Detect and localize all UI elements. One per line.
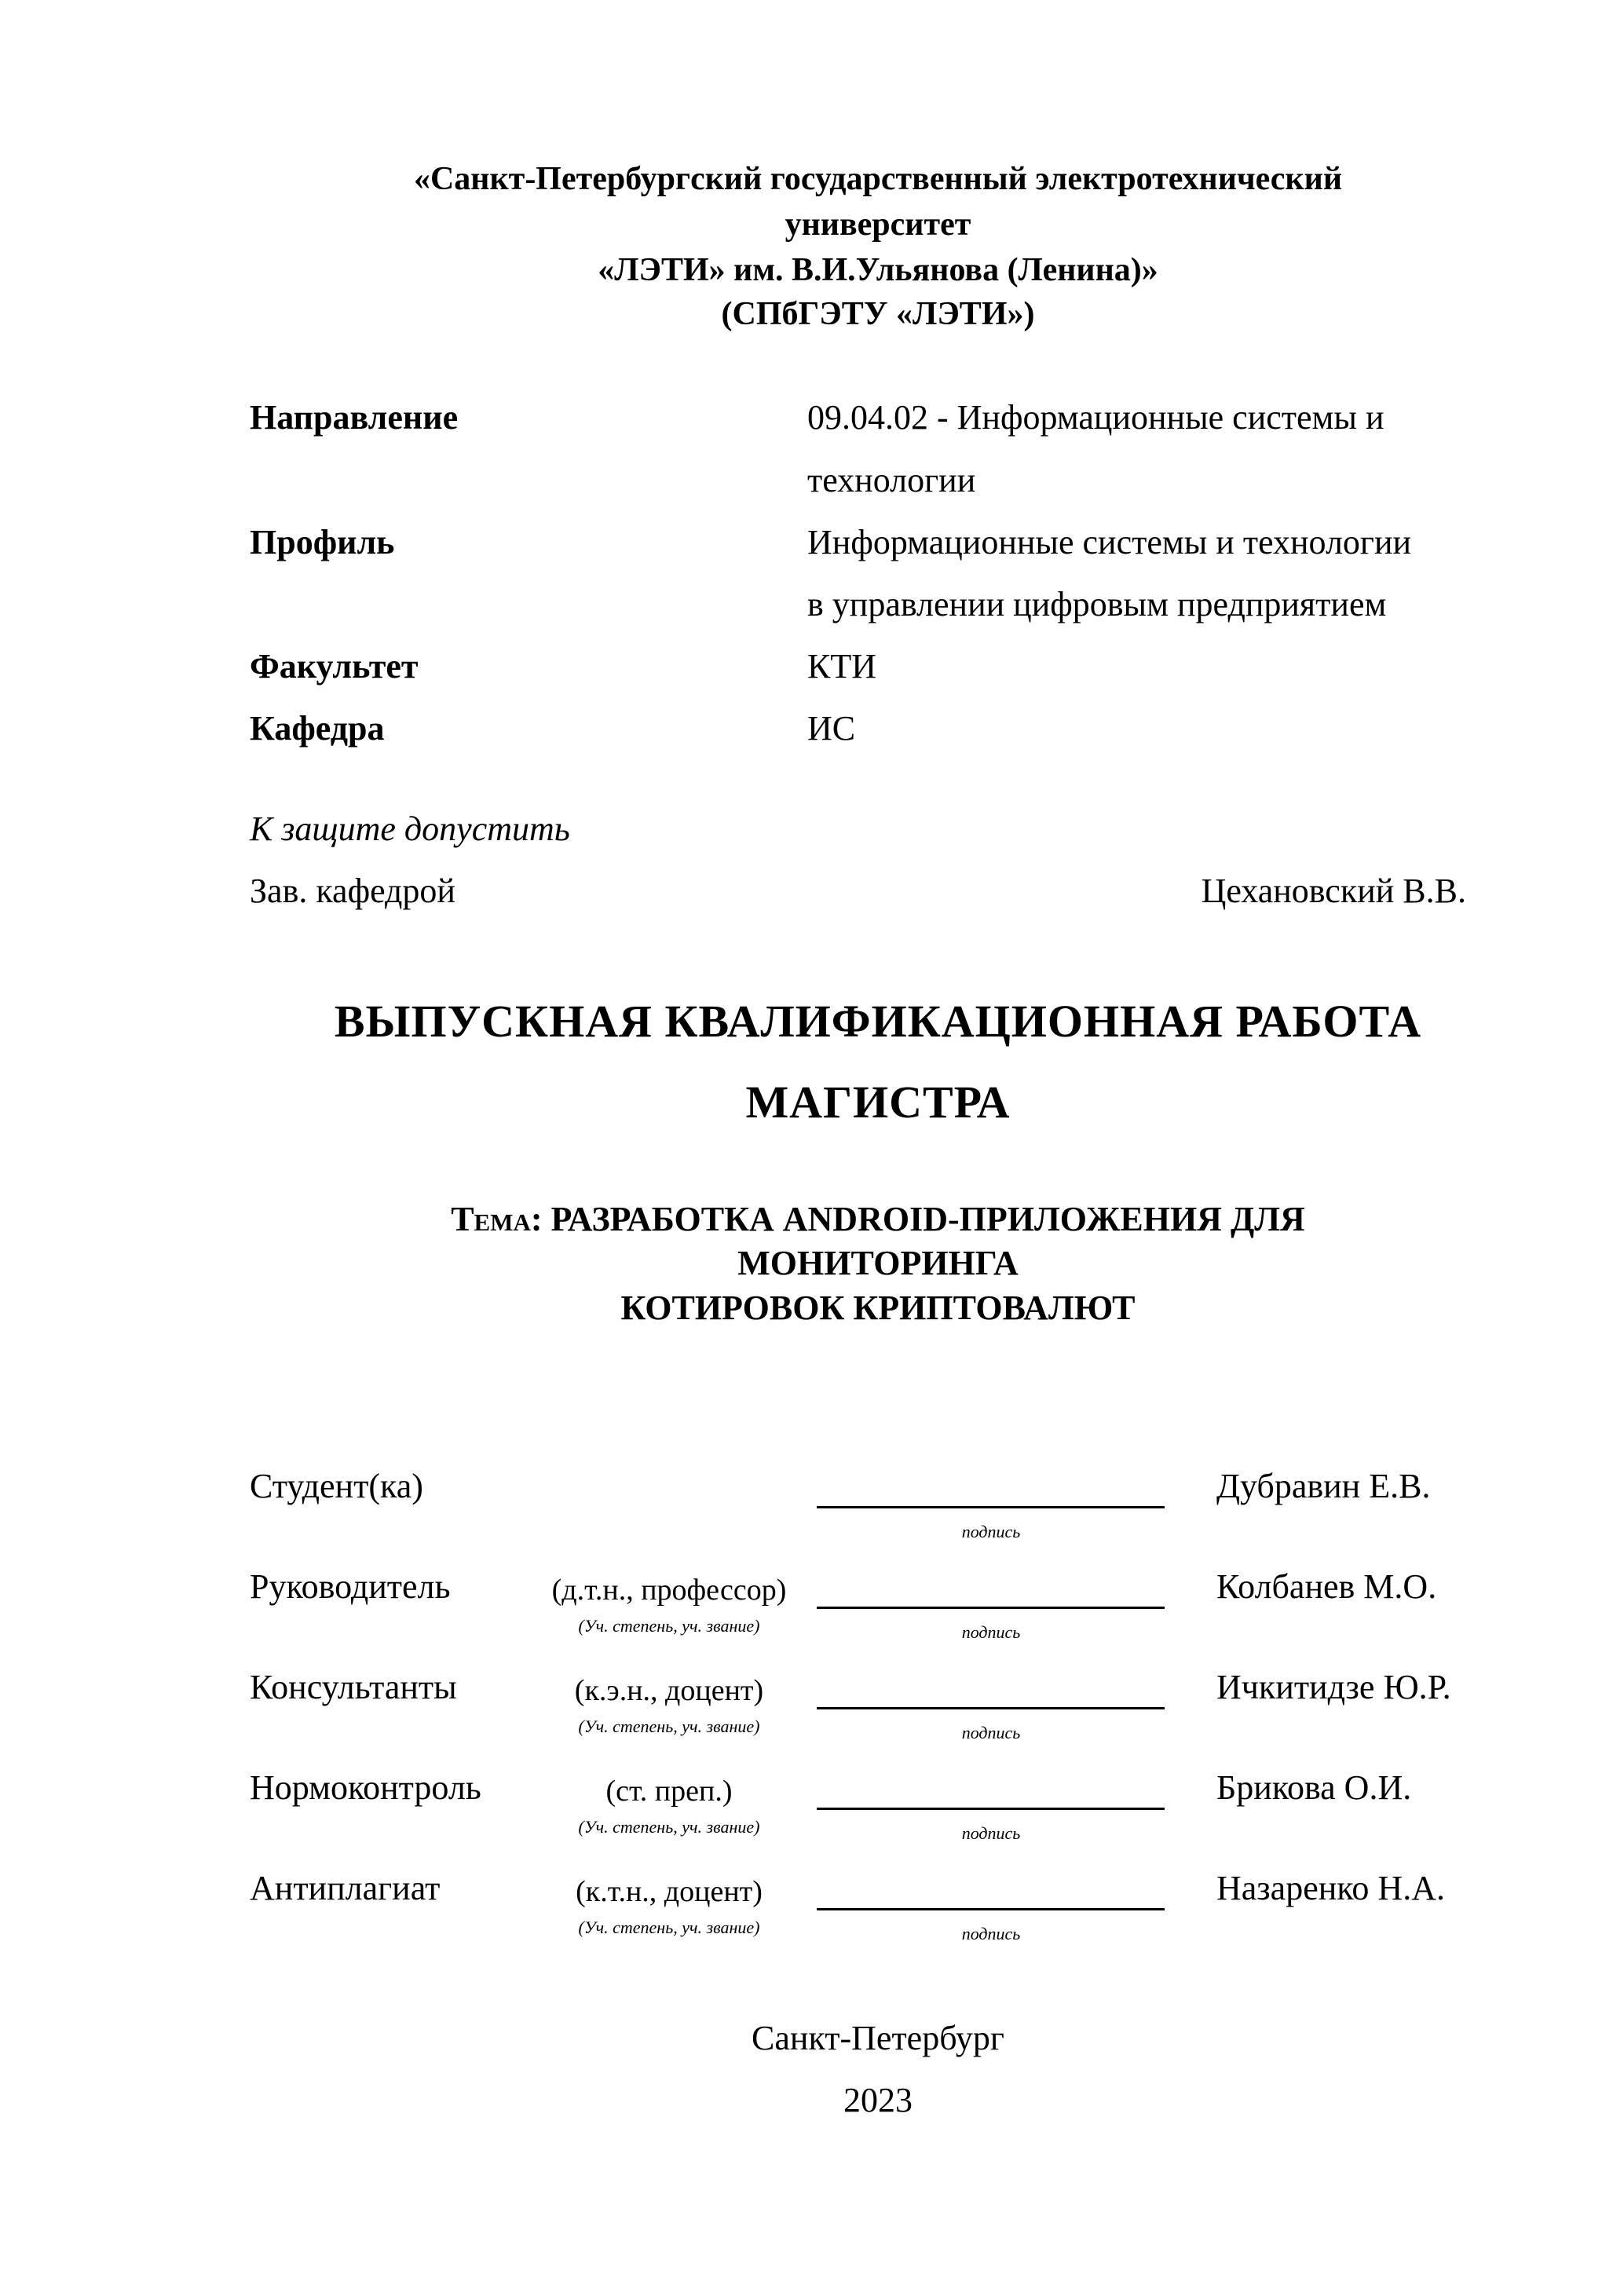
field-value-department: ИС xyxy=(807,709,856,748)
signatory-role: Консультанты xyxy=(250,1668,457,1706)
field-value-profile-2: в управлении цифровым предприятием xyxy=(807,585,1387,623)
university-name-line-1: «Санкт-Петербургский государственный электротехнический xyxy=(413,161,1343,197)
document-title-line-2: МАГИСТРА xyxy=(745,1077,1011,1128)
degree-caption: (Уч. степень, уч. звание) xyxy=(578,1918,760,1937)
signature-caption: подпись xyxy=(961,1522,1021,1541)
approval-role: Зав. кафедрой xyxy=(250,872,455,910)
topic-text-1: РАЗРАБОТКА ANDROID-ПРИЛОЖЕНИЯ ДЛЯ xyxy=(550,1200,1305,1238)
signatory-row-antiplagiarism xyxy=(0,1869,1624,1943)
signatory-row-consultant xyxy=(0,1668,1624,1742)
signature-caption: подпись xyxy=(961,1924,1021,1943)
field-value-direction-1: 09.04.02 - Информационные системы и xyxy=(807,398,1384,437)
signatory-name: Ичкитидзе Ю.Р. xyxy=(1216,1668,1451,1706)
signatory-name: Брикова О.И. xyxy=(1216,1768,1412,1807)
signatory-role: Нормоконтроль xyxy=(250,1768,481,1807)
signature-caption: подпись xyxy=(961,1823,1021,1843)
signature-caption: подпись xyxy=(961,1723,1021,1742)
signatory-degree: (д.т.н., профессор) xyxy=(551,1574,787,1607)
field-label-department: Кафедра xyxy=(250,709,385,748)
signature-line xyxy=(817,1808,1165,1810)
degree-caption: (Уч. степень, уч. звание) xyxy=(578,1717,760,1736)
signature-caption: подпись xyxy=(961,1622,1021,1642)
topic-line-2: МОНИТОРИНГА xyxy=(737,1244,1019,1282)
signatory-row-supervisor xyxy=(0,1567,1624,1642)
signatory-name: Дубравин Е.В. xyxy=(1216,1467,1431,1505)
university-abbreviation: (СПбГЭТУ «ЛЭТИ») xyxy=(721,296,1035,332)
signatory-role: Антиплагиат xyxy=(250,1869,441,1907)
footer-year: 2023 xyxy=(843,2081,913,2119)
field-value-profile-1: Информационные системы и технологии xyxy=(807,523,1412,561)
document-title-line-1: ВЫПУСКНАЯ КВАЛИФИКАЦИОННАЯ РАБОТА xyxy=(334,996,1422,1047)
approval-caption: К защите допустить xyxy=(250,810,570,848)
signature-line xyxy=(817,1707,1165,1709)
degree-caption: (Уч. степень, уч. звание) xyxy=(578,1616,760,1636)
field-value-direction-2: технологии xyxy=(807,461,976,499)
topic-line-3: КОТИРОВОК КРИПТОВАЛЮТ xyxy=(620,1289,1136,1327)
topic-prefix: Тема: xyxy=(451,1200,543,1238)
university-name-line-2: университет xyxy=(785,207,971,243)
signatory-role: Руководитель xyxy=(250,1567,451,1606)
field-label-profile: Профиль xyxy=(250,523,395,561)
signatory-degree: (к.э.н., доцент) xyxy=(574,1674,764,1707)
university-name-line-3: «ЛЭТИ» им. В.И.Ульянова (Ленина)» xyxy=(598,252,1158,288)
signatory-name: Колбанев М.О. xyxy=(1216,1567,1437,1606)
signatory-role: Студент(ка) xyxy=(250,1467,423,1505)
signatory-degree: (к.т.н., доцент) xyxy=(576,1875,763,1908)
signature-line xyxy=(817,1607,1165,1609)
approval-name: Цехановский В.В. xyxy=(1201,872,1466,910)
degree-caption: (Уч. степень, уч. звание) xyxy=(578,1817,760,1837)
field-label-faculty: Факультет xyxy=(250,647,419,686)
field-value-faculty: КТИ xyxy=(807,647,876,686)
signatory-name: Назаренко Н.А. xyxy=(1216,1869,1445,1907)
signatory-row-student xyxy=(0,1467,1624,1541)
signatory-row-norm-control xyxy=(0,1768,1624,1843)
signature-line xyxy=(817,1506,1165,1508)
topic-line-1 xyxy=(0,1198,1624,1241)
field-label-direction: Направление xyxy=(250,398,459,437)
signatory-degree: (ст. преп.) xyxy=(605,1775,733,1808)
signature-line xyxy=(817,1908,1165,1910)
footer-city: Санкт-Петербург xyxy=(752,2019,1004,2057)
